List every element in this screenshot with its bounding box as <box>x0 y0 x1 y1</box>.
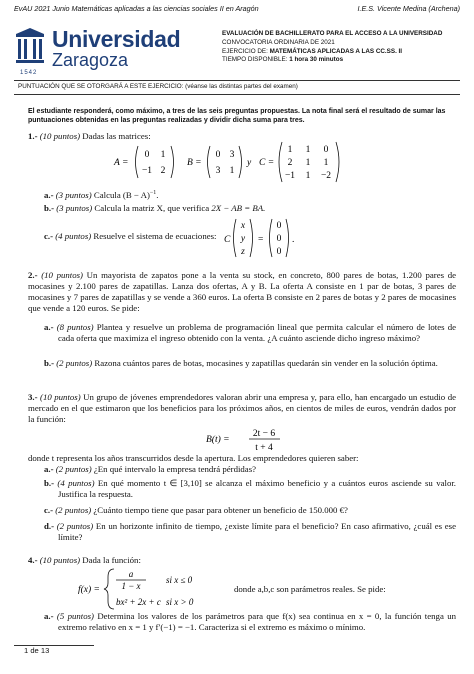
question-1-matrices <box>110 141 350 183</box>
svg-text:.: . <box>292 235 295 245</box>
exam-info-line3: EJERCICIO DE: MATEMÁTICAS APLICADAS A LAS CC.SS. II <box>222 47 403 55</box>
svg-text:x: x <box>240 221 246 231</box>
svg-text:1: 1 <box>323 158 329 168</box>
svg-text:1: 1 <box>229 166 235 176</box>
question-1c: c.- (4 puntos) Resuelve el sistema de ecuaciones: <box>44 231 217 241</box>
svg-text:si x ≤ 0: si x ≤ 0 <box>166 575 193 585</box>
exam-info-line2: CONVOCATORIA ORDINARIA DE 2021 <box>222 38 335 46</box>
svg-text:B(t) =: B(t) = <box>206 435 230 445</box>
svg-text:1: 1 <box>305 158 311 168</box>
question-3-statement: 3.- (10 puntos) Un grupo de jóvenes emprendedores valoran abrir una empresa y, para ello, han encargado un estudio de mercado en el que estimaron que los beneficios para los próximos años, en cientos de miles de euros, vendrán dados por la función: <box>28 392 456 424</box>
matrix-c-label: C = <box>259 158 275 168</box>
svg-text:0: 0 <box>144 150 150 160</box>
svg-text:C: C <box>224 235 231 245</box>
question-4-context: donde a,b,c son parámetros reales. Se pide: <box>234 584 386 594</box>
header-left: EvAU 2021 Junio Matemáticas aplicadas a las ciencias sociales II en Aragón <box>14 4 259 13</box>
question-3a: a.- (2 puntos) ¿En qué intervalo la empresa tendrá pérdidas? <box>44 464 257 474</box>
svg-text:1 − x: 1 − x <box>121 581 141 591</box>
logo-name-line2: Zaragoza <box>52 50 129 70</box>
logo-year: 1542 <box>20 70 38 76</box>
svg-text:1: 1 <box>305 145 311 155</box>
question-3b: b.- (4 puntos) En qué momento t ∈ [3,10] se alcanza el máximo beneficio y a cuántos euros asciende su valor. Justifica la respuesta. <box>44 478 456 499</box>
matrix-b-label: B = <box>187 158 202 168</box>
svg-text:0: 0 <box>276 247 282 257</box>
instructions: El estudiante responderá, como máximo, a tres de las seis preguntas propuestas. La nota final será el resultado de sumar las puntuaciones obtenidas en las preguntas realizadas y dividir dicha suma para tres. <box>28 108 446 124</box>
svg-text:2: 2 <box>287 158 293 168</box>
svg-text:t + 4: t + 4 <box>255 443 273 453</box>
svg-text:y: y <box>247 158 252 168</box>
svg-text:1: 1 <box>305 171 311 181</box>
svg-text:1: 1 <box>160 150 166 160</box>
university-seal-icon <box>14 28 46 68</box>
question-3d: d.- (2 puntos) En un horizonte infinito de tiempo, ¿existe límite para el beneficio? En caso afirmativo, ¿cuál es ese límite? <box>44 521 457 542</box>
exam-info-line4: TIEMPO DISPONIBLE: 1 hora 30 minutos <box>222 56 344 64</box>
exam-info-line1: EVALUACIÓN DE BACHILLERATO PARA EL ACCESO A LA UNIVERSIDAD <box>222 30 443 37</box>
svg-text:0: 0 <box>215 150 221 160</box>
question-1-statement: 1.- (10 puntos) Dadas las matrices: <box>28 131 151 141</box>
university-logo <box>14 22 214 82</box>
svg-text:a: a <box>128 569 134 579</box>
page-number: 1 de 13 <box>24 646 50 655</box>
question-2b: b.- (2 puntos) Razona cuántos pares de botas, mocasines y zapatillas quedarán sin vender en la solución óptima. <box>44 358 438 368</box>
svg-text:0: 0 <box>323 145 329 155</box>
svg-text:3: 3 <box>229 150 235 160</box>
question-3-formula <box>204 426 294 454</box>
question-4-statement: 4.- (10 puntos) Dada la función: <box>28 555 141 565</box>
matrix-a-label: A = <box>114 158 129 168</box>
svg-text:0: 0 <box>276 221 282 231</box>
question-1a: a.- (3 puntos) Calcula $(B - A)^{-1}$. <box>44 189 159 200</box>
svg-text:−1: −1 <box>141 166 153 176</box>
running-header <box>14 4 460 13</box>
question-4a: a.- (5 puntos) Determina los valores de los parámetros para que f(x) sea continua en x = 0, la función tenga un extremo relativo en x = 1 y f′(−1) = −1. Caracteriza si el extremo es máximo o mínimo. <box>44 611 457 632</box>
svg-text:3: 3 <box>215 166 221 176</box>
svg-text:−1: −1 <box>284 171 296 181</box>
svg-text:si x > 0: si x > 0 <box>166 597 194 607</box>
divider-top <box>14 80 460 81</box>
question-3-context: donde t representa los años transcurridos desde la apertura. Los emprendedores quieren saber: <box>28 453 359 463</box>
svg-text:z: z <box>241 247 245 257</box>
svg-text:f(x) =: f(x) = <box>78 585 100 595</box>
svg-text:bx² + 2x + c: bx² + 2x + c <box>116 597 161 607</box>
svg-text:2t − 6: 2t − 6 <box>252 429 276 439</box>
svg-text:=: = <box>258 235 264 245</box>
svg-text:0: 0 <box>276 234 282 244</box>
question-2a: a.- (8 puntos) Plantea y resuelve un problema de programación lineal que permita calcular el número de lotes de cada oferta que maximiza el ingreso obtenido con la venta. ¿A cuánto asciende dicho ingreso máximo? <box>44 322 457 343</box>
question-4-function <box>78 567 228 611</box>
header-right: I.E.S. Vicente Medina (Archena) <box>357 4 460 13</box>
svg-text:y: y <box>240 234 246 244</box>
logo-name-line1: Universidad <box>52 26 181 52</box>
divider-bottom <box>14 94 460 95</box>
question-2-statement: 2.- (10 puntos) Un mayorista de zapatos pone a la venta su stock, en concreto, 800 pares de botas, 1.200 pares de mocasines y 2.100 pares de zapatillas. Lanza dos ofertas, A y B. La oferta A consiste en 1 par de botas, 3 pares de mocasines y 7 pares de zapatillas y se vende a 360 euros. La oferta B consiste en 2 pares de botas y 2 pares de mocasines que vende a 120 euros. Se pide: <box>28 270 456 313</box>
question-3c: c.- (2 puntos) ¿Cuánto tiempo tiene que pasar para obtener un beneficio de 150.000 €? <box>44 505 348 515</box>
exam-info <box>222 30 442 65</box>
svg-text:1: 1 <box>287 145 293 155</box>
question-1b: b.- (3 puntos) Calcula la matriz X, que verifica 2X − AB = BA. <box>44 203 266 213</box>
svg-text:2: 2 <box>160 166 166 176</box>
svg-text:−2: −2 <box>320 171 332 181</box>
question-1c-system <box>222 216 312 260</box>
punctuation-note: PUNTUACIÓN QUE SE OTORGARÁ A ESTE EJERCICIO: (véanse las distintas partes del examen) <box>18 83 298 90</box>
